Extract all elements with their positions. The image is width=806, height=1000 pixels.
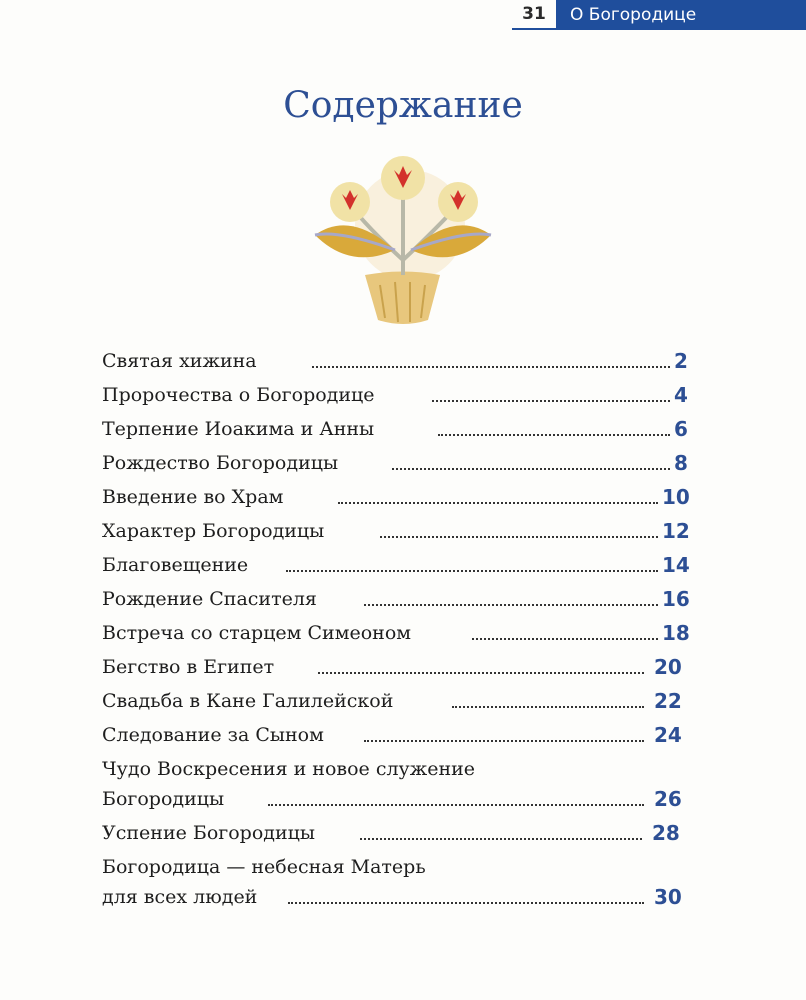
toc-leader-dots	[318, 672, 644, 674]
toc-leader-dots	[392, 468, 670, 470]
flower-ornament-icon	[310, 150, 496, 330]
toc-entry[interactable]	[102, 378, 702, 412]
toc-entry-page: 18	[662, 621, 690, 645]
toc-entry-title: Свадьба в Кане Галилейской	[102, 690, 394, 712]
toc-entry[interactable]	[102, 480, 702, 514]
toc-entry-title: Введение во Храм	[102, 486, 284, 508]
toc-entry-line-1[interactable]	[102, 752, 702, 782]
toc-entry[interactable]	[102, 548, 702, 582]
toc-entry-title-continued: Богородицы	[102, 788, 225, 810]
toc-entry-page: 30	[654, 885, 682, 909]
toc-entry[interactable]	[102, 718, 702, 752]
toc-entry-title: Рождение Спасителя	[102, 588, 317, 610]
toc-leader-dots	[432, 400, 670, 402]
toc-entry-title: Успение Богородицы	[102, 822, 315, 844]
toc-entry-page: 6	[674, 417, 688, 441]
section-tab: О Богородице	[556, 0, 806, 30]
toc-entry-page: 22	[654, 689, 682, 713]
toc-entry[interactable]	[102, 446, 702, 480]
toc-entry-title: Следование за Сыном	[102, 724, 324, 746]
toc-entry[interactable]	[102, 344, 702, 378]
toc-entry-title: Характер Богородицы	[102, 520, 325, 542]
toc-entry-title: Богородица — небесная Матерь	[102, 856, 426, 878]
toc-entry[interactable]	[102, 412, 702, 446]
toc-entry-page: 10	[662, 485, 690, 509]
toc-entry[interactable]	[102, 616, 702, 650]
toc-entry-title-continued: для всех людей	[102, 886, 258, 908]
toc-leader-dots	[312, 366, 670, 368]
toc-entry[interactable]	[102, 880, 702, 914]
toc-entry-page: 24	[654, 723, 682, 747]
toc-entry-page: 16	[662, 587, 690, 611]
toc-leader-dots	[438, 434, 670, 436]
toc-entry-page: 28	[652, 821, 680, 845]
toc-leader-dots	[452, 706, 644, 708]
toc-entry-title: Рождество Богородицы	[102, 452, 339, 474]
toc-entry-page: 20	[654, 655, 682, 679]
toc-leader-dots	[286, 570, 658, 572]
toc-leader-dots	[338, 502, 658, 504]
toc-leader-dots	[364, 740, 644, 742]
toc-entry-page: 12	[662, 519, 690, 543]
toc-leader-dots	[288, 902, 644, 904]
page-number: 31	[512, 0, 556, 30]
toc-entry-page: 2	[674, 349, 688, 373]
toc-entry-page: 26	[654, 787, 682, 811]
toc-entry-title: Святая хижина	[102, 350, 257, 372]
page-title: Содержание	[283, 85, 523, 126]
toc-entry[interactable]	[102, 684, 702, 718]
toc-entry[interactable]	[102, 514, 702, 548]
toc-leader-dots	[360, 838, 642, 840]
toc-entry[interactable]	[102, 650, 702, 684]
toc-entry-page: 8	[674, 451, 688, 475]
toc-leader-dots	[380, 536, 658, 538]
toc-entry-page: 14	[662, 553, 690, 577]
toc-entry[interactable]	[102, 582, 702, 616]
toc-entry-line-1[interactable]	[102, 850, 702, 880]
toc-leader-dots	[268, 804, 644, 806]
table-of-contents	[102, 344, 702, 914]
toc-leader-dots	[364, 604, 658, 606]
toc-entry-title: Терпение Иоакима и Анны	[102, 418, 375, 440]
page-header	[512, 0, 806, 30]
toc-entry[interactable]	[102, 782, 702, 816]
toc-entry-title: Чудо Воскресения и новое служение	[102, 758, 476, 780]
toc-entry-title: Бегство в Египет	[102, 656, 275, 678]
toc-entry-title: Благовещение	[102, 554, 249, 576]
toc-entry-title: Пророчества о Богородице	[102, 384, 375, 406]
toc-leader-dots	[472, 638, 658, 640]
toc-entry-page: 4	[674, 383, 688, 407]
toc-entry[interactable]	[102, 816, 702, 850]
toc-entry-title: Встреча со старцем Симеоном	[102, 622, 412, 644]
